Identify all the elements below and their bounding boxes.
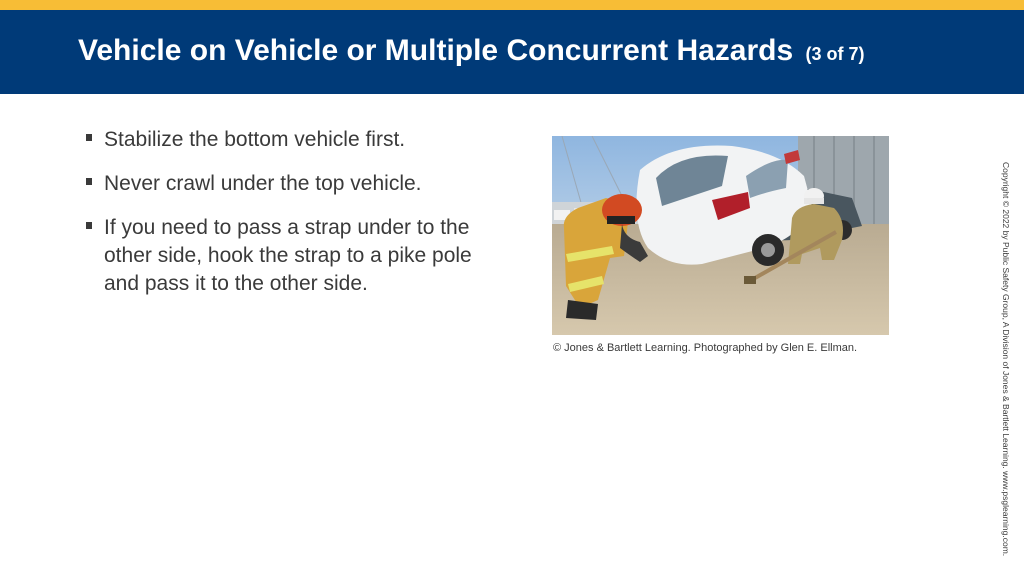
slide-title — [78, 34, 865, 68]
rescue-photo — [552, 136, 889, 335]
bullet-text: Stabilize the bottom vehicle first. — [104, 128, 406, 151]
bullet-square-icon — [86, 222, 92, 229]
bullet-text: If you need to pass a strap under to the other side, hook the strap to a pike pole and pass it to the other side. — [104, 216, 472, 295]
bullet-item — [86, 170, 486, 198]
bullet-text: Never crawl under the top vehicle. — [104, 172, 422, 195]
rescue-photo-illustration — [552, 136, 889, 335]
slide-counter: (3 of 7) — [805, 44, 865, 64]
photo-credit: © Jones & Bartlett Learning. Photographed by Glen E. Ellman. — [553, 342, 858, 354]
slide-title-text: Vehicle on Vehicle or Multiple Concurrent Hazards — [78, 34, 794, 67]
bullet-item — [86, 214, 486, 298]
bullet-square-icon — [86, 134, 92, 141]
side-copyright: Copyright © 2022 by Public Safety Group, A Division of Jones & Bartlett Learning. www.psglearning.com. — [1001, 162, 1011, 557]
bullet-item — [86, 126, 486, 154]
bullet-list — [86, 126, 486, 314]
bullet-square-icon — [86, 178, 92, 185]
top-accent-stripe — [0, 0, 1024, 10]
